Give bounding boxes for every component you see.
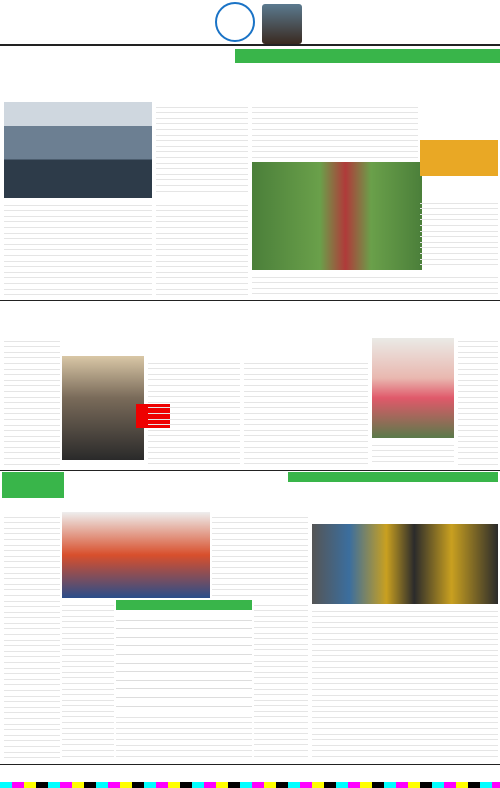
tennis-player-photo	[62, 356, 144, 460]
site-url[interactable]	[405, 2, 495, 14]
article-column	[116, 712, 252, 762]
team-photo	[4, 102, 152, 198]
page-number	[460, 34, 496, 44]
headline-ipl	[228, 64, 498, 98]
portrait-photo	[262, 4, 302, 44]
article-column	[254, 600, 308, 762]
section-divider	[0, 470, 500, 471]
headline-right-mid	[344, 304, 498, 334]
medal-photo	[312, 524, 498, 604]
masthead	[0, 0, 500, 46]
list-item	[116, 664, 252, 673]
subheadline-semifinal	[150, 340, 340, 356]
list-item	[116, 612, 252, 621]
list-item	[116, 655, 252, 664]
quote-box	[306, 4, 396, 44]
print-color-bar	[0, 782, 500, 788]
strip-left	[0, 49, 225, 63]
article-column	[420, 198, 498, 270]
section-title	[30, 12, 230, 44]
article-column	[372, 440, 454, 466]
list-item	[116, 646, 252, 655]
mid-kicker	[4, 306, 62, 334]
article-column	[156, 200, 248, 296]
article-column	[252, 272, 498, 298]
venue-box	[420, 178, 498, 196]
tennis-player-photo-2	[372, 338, 454, 438]
list-item	[116, 672, 252, 681]
article-column	[312, 606, 498, 762]
list-item	[116, 698, 252, 707]
bottom-kicker	[2, 472, 64, 498]
anniversary-badge	[215, 2, 255, 42]
khelo-india-bar	[288, 472, 498, 482]
article-column	[212, 512, 308, 598]
article-column	[252, 102, 418, 160]
article-column	[148, 358, 240, 466]
article-column	[458, 336, 498, 466]
headline-gold	[288, 484, 498, 520]
article-column	[244, 358, 368, 466]
info-list	[116, 612, 252, 710]
article-column	[4, 336, 60, 466]
list-item	[116, 689, 252, 698]
section-divider	[0, 300, 500, 301]
article-column	[62, 600, 114, 762]
match-box	[420, 140, 498, 176]
headline-medals	[4, 64, 224, 98]
info-box-title	[116, 600, 252, 610]
article-column	[4, 200, 152, 296]
list-item	[116, 621, 252, 630]
article-column	[4, 512, 60, 762]
list-item	[116, 629, 252, 638]
player-photo	[252, 162, 422, 270]
award-photo	[62, 512, 210, 598]
list-item	[116, 638, 252, 647]
list-item	[116, 681, 252, 690]
headline-hardik	[64, 472, 284, 502]
strip-right	[235, 49, 500, 63]
article-column	[156, 102, 248, 196]
headline-semifinal	[66, 304, 344, 340]
